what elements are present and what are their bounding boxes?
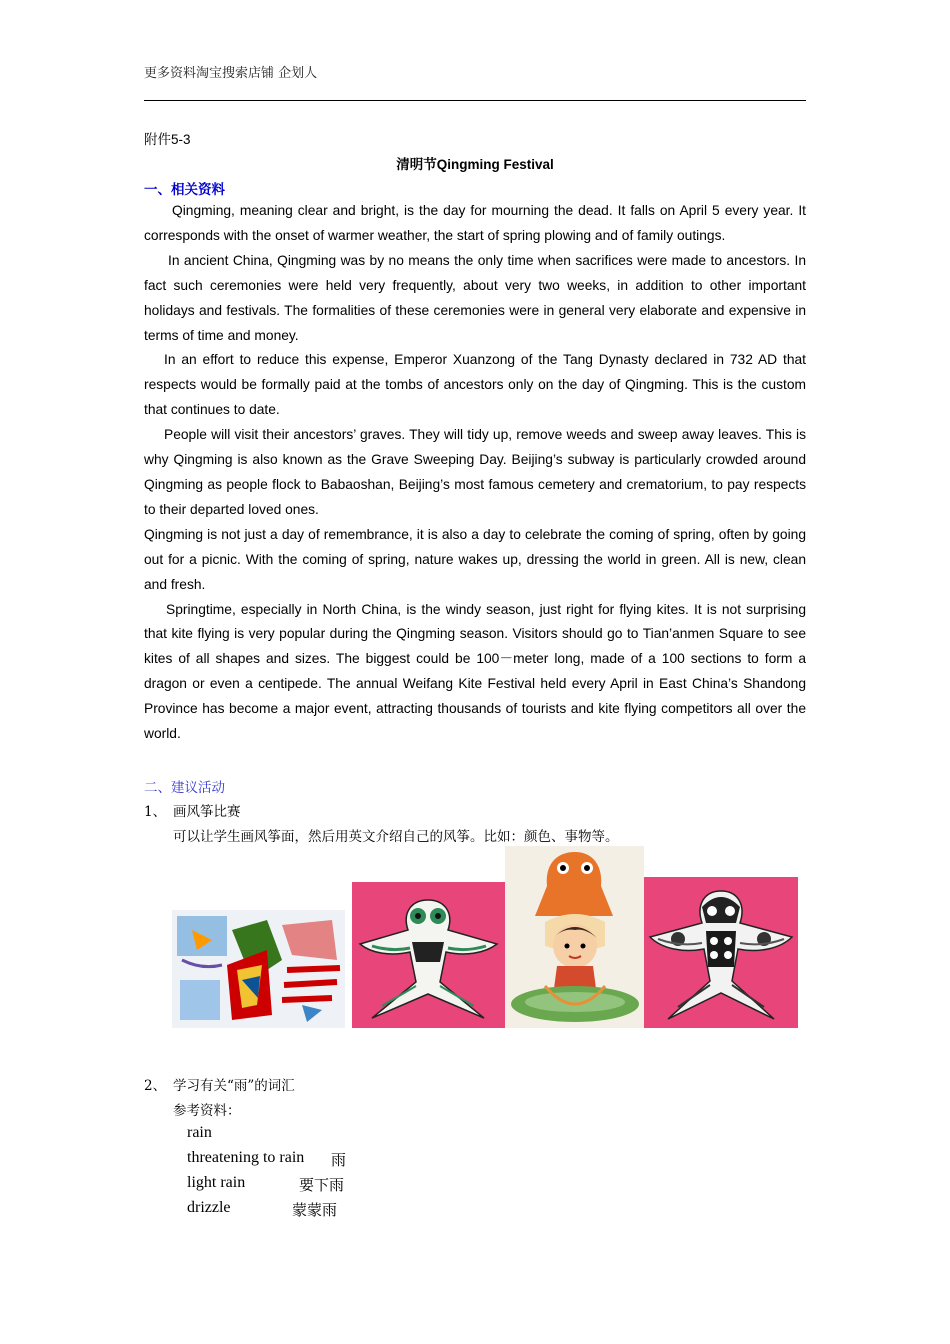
swallow-kite-image [352,882,505,1028]
boy-kite-image [505,846,644,1028]
vocab-cn: 蒙蒙雨 [292,1201,338,1219]
reference-label: 参考资料： [173,1103,241,1119]
activity-item-1 [144,800,241,820]
paragraph: Qingming is not just a day of remembrance, it is also a day to celebrate the coming of spring, often by going out for a picnic. With the coming of spring, nature wakes up, dressing the world in green. All is new, clean and fresh. [144,526,806,592]
vocab-cn: 要下雨 [299,1176,345,1194]
item-number: 2、 [144,1078,167,1094]
swallow-kite-image [644,877,798,1028]
activity-item-2 [144,1074,295,1094]
paragraph: People will visit their ancestors’ graves. They will tidy up, remove weeds and sweep away leaves. This is why Qingming is also known as the Grave Sweeping Day. Beijing’s subway is particularly crowded around Qingming as people flock to Babaoshan, Beijing’s most famous cemetery and crematorium, to pay respects to their departed loved ones. [144,427,806,517]
item-number: 1、 [144,804,167,820]
vocab-en: light rain [187,1174,246,1191]
section2-heading: 二、建议活动 [144,780,225,796]
vocab-row [187,1174,345,1194]
child-drawing-image [172,910,345,1028]
vocab-row [187,1199,338,1219]
paragraph: In an effort to reduce this expense, Emperor Xuanzong of the Tang Dynasty declared in 732 AD that respects would be formally paid at the tombs of ancestors only on the day of Qingming. This is the custom that continues to date. [144,352,806,418]
item-title: 学习有关“雨”的词汇 [173,1078,295,1094]
vocab-row [187,1124,212,1142]
attachment-label: 附件5-3 [144,132,191,147]
activity-description: 可以让学生画风筝面，然后用英文介绍自己的风筝。比如：颜色、事物等。 [173,829,619,845]
section1-heading: 一、相关资料 [144,182,225,197]
paragraph: Springtime, especially in North China, is the windy season, just right for flying kites. It is not surprising that kite flying is very popular during the Qingming season. Visitors should go to Tian’anmen Square to see kites of all shapes and sizes. The biggest could be 100－meter long, made of a 100 sections to form a dragon or even a centipede. The annual Weifang Kite Festival held every April in East China’s Shandong Province has become a major event, attracting thousands of tourists and kite flying competitors all over the world. [144,601,806,742]
vocab-row [187,1149,347,1169]
header-rule [144,100,806,101]
vocab-cn: 雨 [331,1151,347,1169]
item-title: 画风筝比赛 [173,804,241,820]
vocab-en: drizzle [187,1199,231,1216]
page-header: 更多资料淘宝搜索店铺 企划人 [144,66,318,81]
vocab-en: threatening to rain [187,1149,305,1166]
vocab-en: rain [187,1124,212,1141]
paragraph: Qingming, meaning clear and bright, is the day for mourning the dead. It falls on April 5 every year. It corresponds with the onset of warmer weather, the start of spring plowing and of family outings. [144,203,806,243]
document-title: 清明节Qingming Festival [396,157,554,172]
paragraph: In ancient China, Qingming was by no means the only time when sacrifices were made to ancestors. In fact such ceremonies were held very frequently, about very two weeks, in addition to other important holidays and festivals. The formalities of these ceremonies were in general very elaborate and expensive in terms of time and money. [144,252,806,343]
section1-body [144,199,806,747]
